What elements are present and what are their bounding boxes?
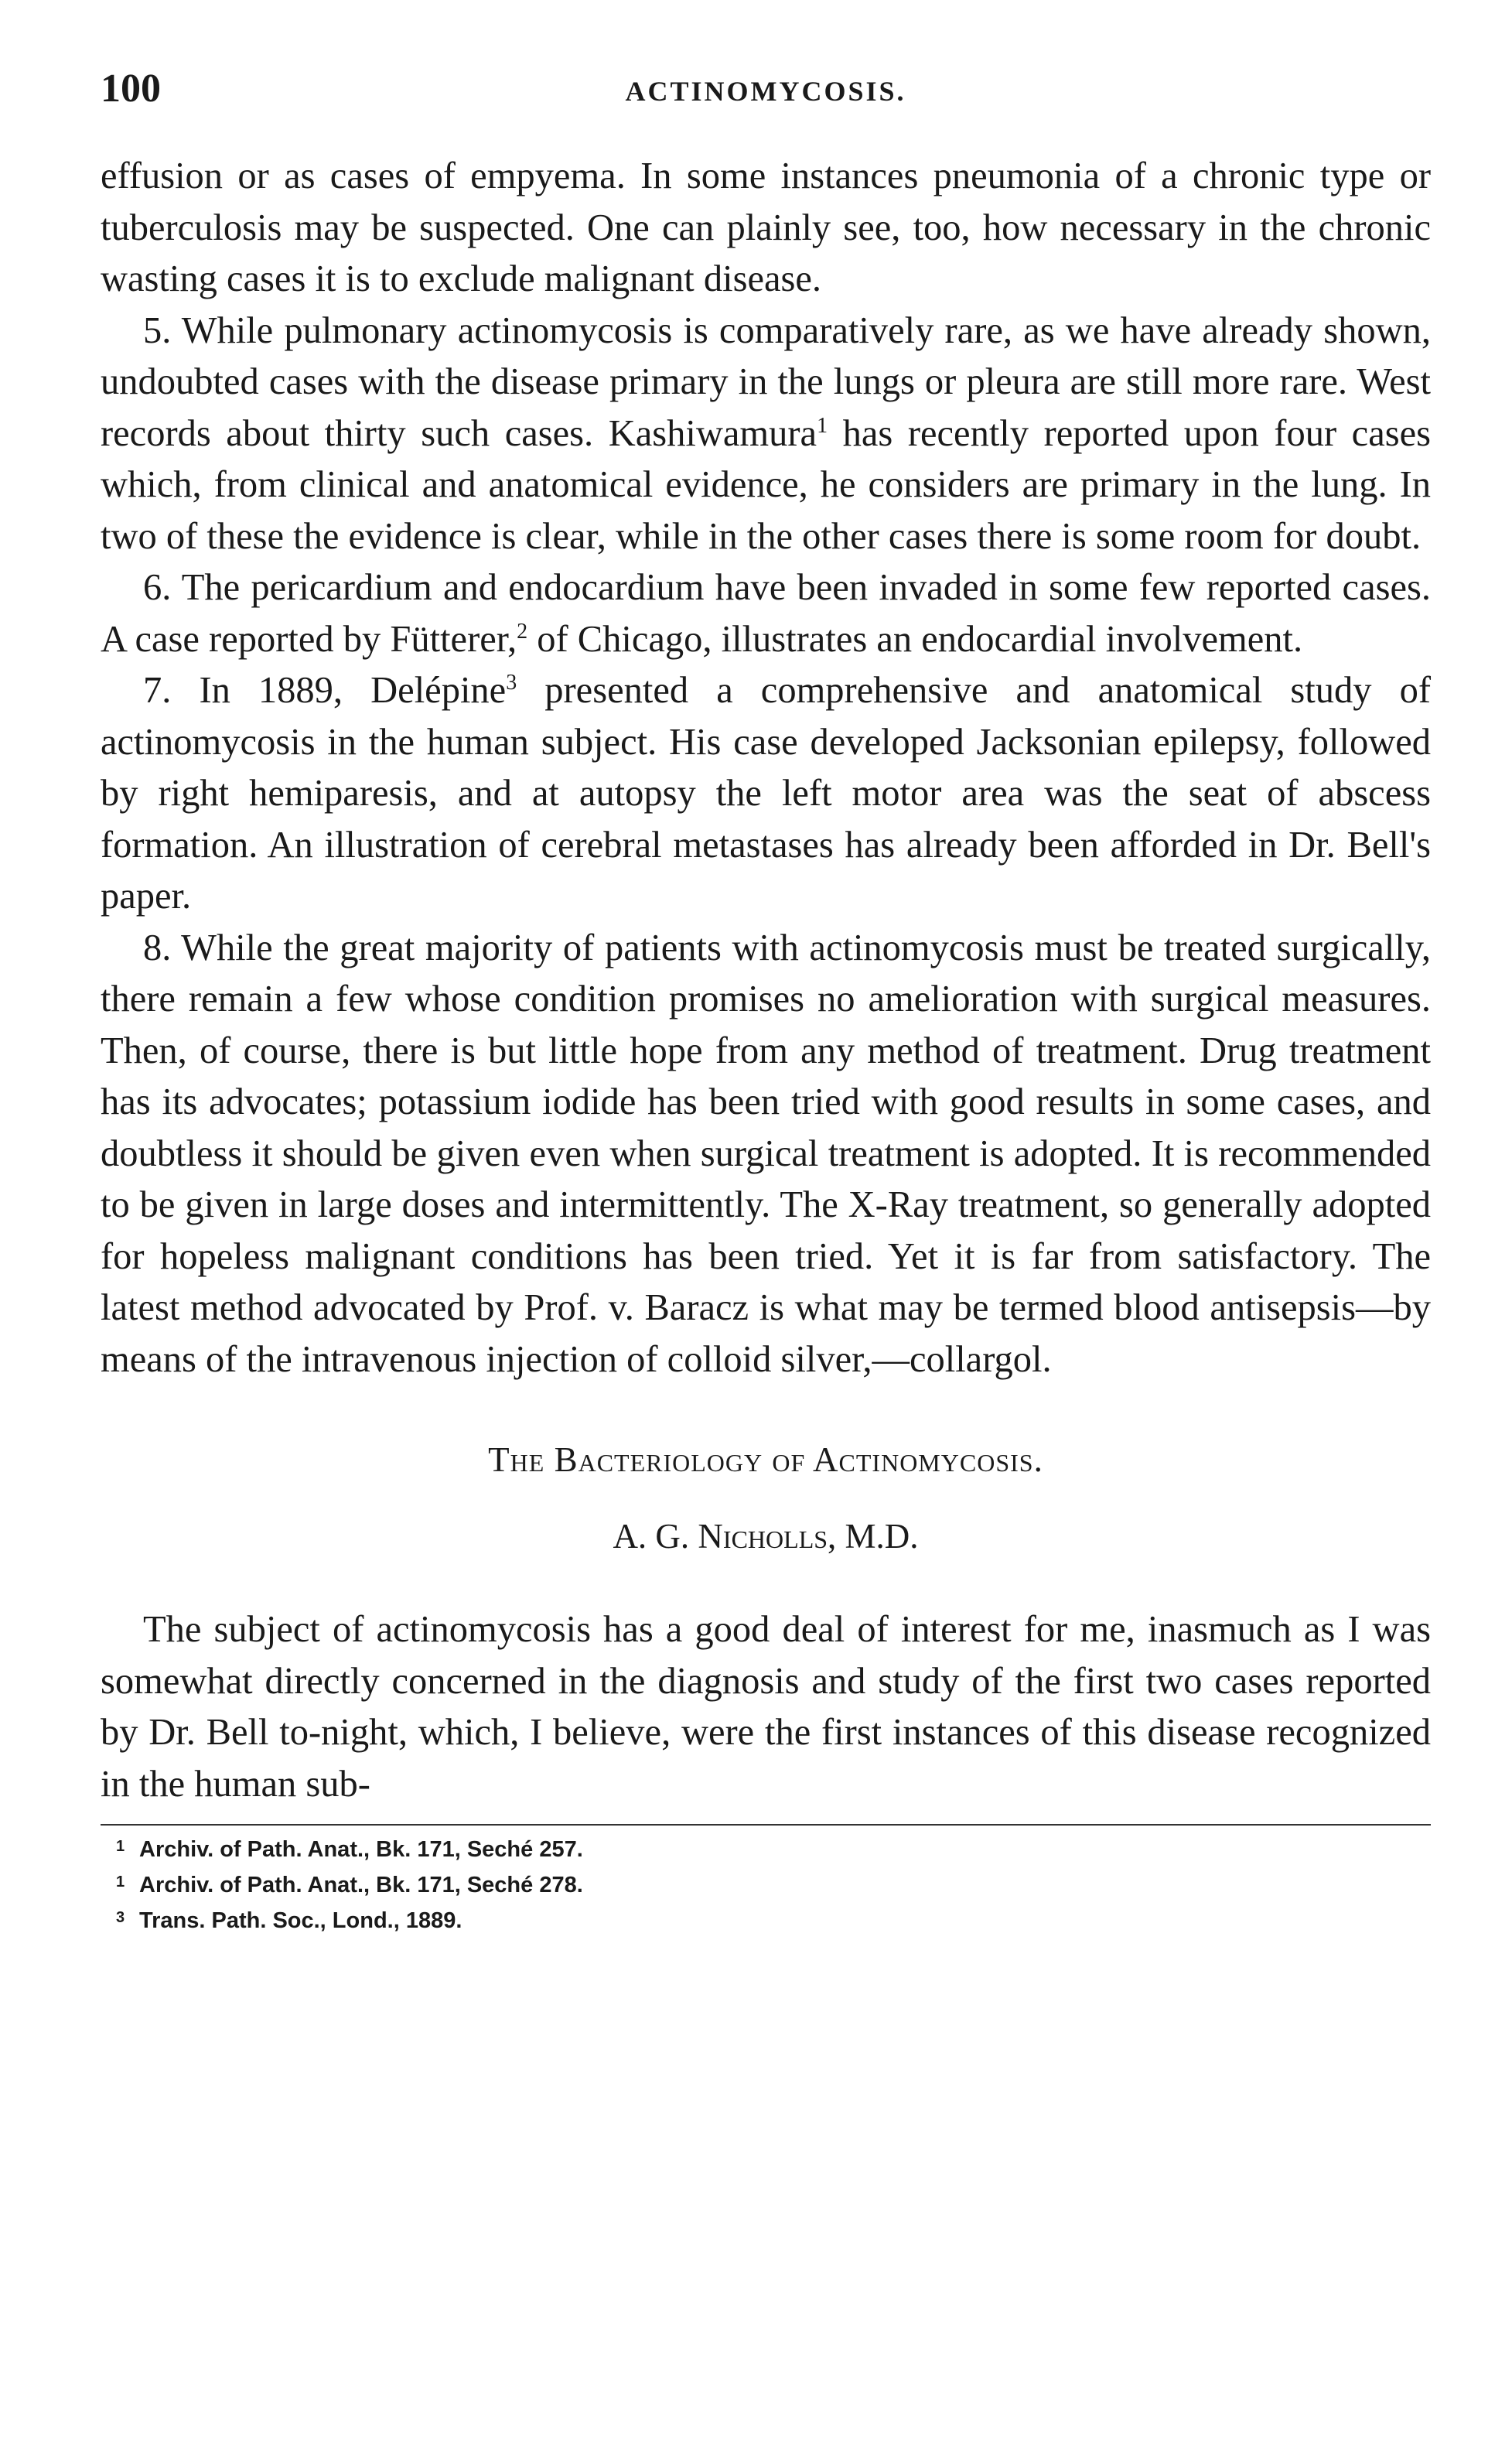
footnote-mark: 1 <box>116 1838 125 1855</box>
paragraph-5-part1: 5. While pulmonary actinomycosis is comparatively rare, as we have already shown, undoubted cases with the disease primary in the lungs or pleura are still more rare. West records about thirty such cases. Kashiwamura <box>101 309 1431 454</box>
paragraph-5-part2: has recently reported upon four cases which, from clinical and anatomical evidence, he considers are primary in the lung. In two of these the evidence is clear, while in the other cases there is some room for doubt. <box>101 412 1431 557</box>
paragraph-8: 8. While the great majority of patients with actinomycosis must be treated surgically, there remain a few whose condition promises no amelioration with surgical measures. Then, of course, there is but little hope from any method of treatment. Drug treatment has its advocates; potassium iodide has been tried with good results in some cases, and doubtless it should be given even when surgical treatment is adopted. It is recommended to be given in large doses and intermittently. The X-Ray treatment, so generally adopted for hopeless malignant conditions has been tried. Yet it is far from satisfactory. The latest method advocated by Prof. v. Baracz is what may be termed blood antisepsis—by means of the intravenous injection of colloid silver,—collargol. <box>101 927 1431 1380</box>
paragraph-effusion: effusion or as cases of empyema. In some instances pneumonia of a chronic type or tuberculosis may be suspected. One can plainly see, too, how necessary in the chronic wasting cases it is to exclude malignant disease. <box>101 155 1431 299</box>
author-byline: A. G. Nicholls, M.D. <box>613 1517 919 1556</box>
paragraph-7-part1: 7. In 1889, Delépine <box>143 670 507 711</box>
paragraph-7-part2: presented a comprehensive and anatomical study of actinomycosis in the human subject. His case developed Jacksonian epilepsy, followed by right hemiparesis, and at autopsy the left motor area was the seat of abscess formation. An illustration of cerebral metastases has already been afforded in Dr. Bell's paper. <box>101 670 1431 917</box>
paragraph-6 <box>101 562 1431 665</box>
page-body <box>101 151 1431 1938</box>
footnote-mark: 3 <box>116 1909 125 1926</box>
footnote-divider <box>101 1824 1431 1826</box>
footnote-text: Archiv. of Path. Anat., Bk. 171, Seché 257. <box>139 1837 583 1862</box>
paragraph-5 <box>101 306 1431 563</box>
section-title: The Bacteriology of Actinomycosis. <box>488 1440 1043 1479</box>
footnote-item <box>101 1867 1431 1903</box>
footnote-ref: 3 <box>506 670 517 695</box>
footnote-mark: 1 <box>116 1873 125 1891</box>
footnote-text: Trans. Path. Soc., Lond., 1889. <box>139 1908 462 1933</box>
footnote-item <box>101 1832 1431 1867</box>
paragraph-6-part1: 6. The pericardium and endocardium have been invaded in some few reported cases. A case reported by Fütterer, <box>101 567 1431 660</box>
footnote-text: Archiv. of Path. Anat., Bk. 171, Seché 278. <box>139 1873 583 1897</box>
footnote-item <box>101 1903 1431 1938</box>
paragraph-6-part2: of Chicago, illustrates an endocardial involvement. <box>527 618 1303 660</box>
paragraph-7 <box>101 665 1431 923</box>
paragraph-subject: The subject of actinomycosis has a good deal of interest for me, inasmuch as I was somewhat directly concerned in the diagnosis and study of the first two cases reported by Dr. Bell to-night, which, I believe, were the first instances of this disease recognized in the human sub- <box>101 1609 1431 1805</box>
footnotes <box>101 1832 1431 1938</box>
page-header <box>101 66 1431 120</box>
page-number: 100 <box>101 67 161 111</box>
footnote-ref: 2 <box>517 619 528 644</box>
running-head: ACTINOMYCOSIS. <box>625 76 906 107</box>
footnote-ref: 1 <box>817 413 828 438</box>
